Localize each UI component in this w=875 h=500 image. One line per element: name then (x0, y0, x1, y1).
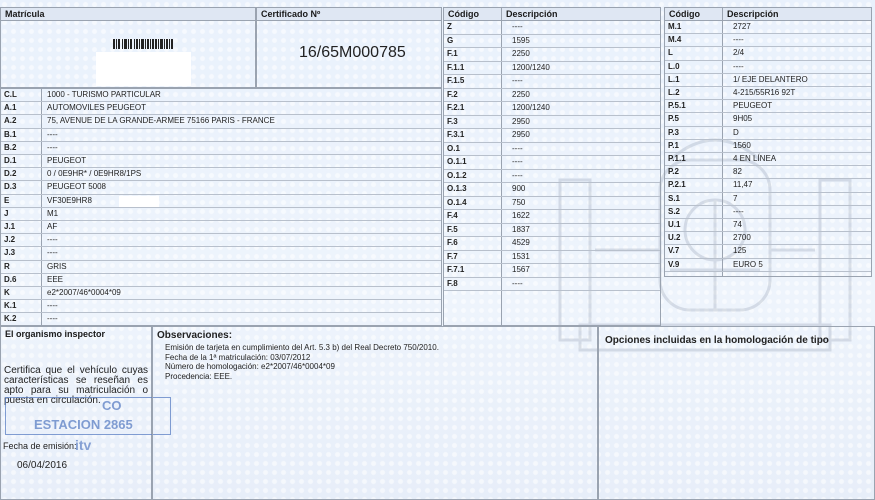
field-value: EEE (47, 274, 64, 284)
field-code: U.2 (668, 233, 681, 243)
table-row (1, 274, 441, 287)
stamp-itv: itv (75, 437, 92, 453)
opciones-box (598, 326, 875, 500)
field-value: 0 / 0E9HR* / 0E9HR8/1PS (47, 169, 142, 179)
table-row (1, 89, 441, 102)
field-code: L.0 (668, 61, 680, 71)
table-row (1, 234, 441, 247)
field-code: F.8 (447, 278, 458, 288)
field-code: F.5 (447, 224, 458, 234)
table-row (444, 143, 660, 157)
table-row (665, 100, 871, 113)
table-row (1, 181, 441, 194)
table-row (444, 197, 660, 211)
table-row (444, 278, 660, 292)
field-value: 1531 (512, 251, 530, 261)
field-value: 75, AVENUE DE LA GRANDE-ARMEE 75166 PARIS - FRANCE (47, 116, 275, 126)
field-value: PEUGEOT 5008 (47, 182, 106, 192)
table-row (1, 155, 441, 168)
field-value: e2*2007/46*0004*09 (47, 288, 121, 297)
table-row (1, 115, 441, 128)
field-code: D.6 (4, 274, 17, 284)
field-value: ---- (47, 248, 58, 258)
codigo-label: Código (448, 9, 479, 19)
table-row (444, 48, 660, 62)
field-code: L (668, 48, 673, 58)
field-code: U.1 (668, 220, 681, 229)
field-code: E (4, 195, 10, 205)
field-code: F.2.1 (447, 103, 465, 112)
field-code: A.1 (4, 103, 17, 113)
field-value: 750 (512, 197, 526, 207)
descripcion-label-right: Descripción (727, 9, 779, 19)
right-header-row (665, 8, 871, 21)
table-row (444, 21, 660, 35)
field-value: 1/ EJE DELANTERO (733, 74, 808, 84)
field-value: 1837 (512, 224, 530, 234)
field-code: A.2 (4, 116, 17, 126)
field-code: K.1 (4, 301, 17, 311)
field-value: ---- (733, 35, 744, 45)
observacion-line: Emisión de tarjeta en cumplimiento del Art. 5.3 b) del Real Decreto 750/2010. (165, 343, 439, 352)
field-code: M.1 (668, 22, 682, 31)
certificado-box (256, 7, 442, 88)
field-value: 125 (733, 246, 747, 256)
field-code: F.2 (447, 89, 458, 99)
stamp-station: ESTACION 2865 (34, 417, 133, 432)
table-row (1, 221, 441, 234)
field-code: J.3 (4, 248, 16, 258)
field-value: PEUGEOT (47, 156, 87, 165)
field-code: K (4, 288, 10, 297)
table-row (1, 287, 441, 300)
field-code: O.1.1 (447, 157, 467, 166)
field-code: G (447, 35, 454, 45)
field-value: 2950 (512, 116, 530, 126)
inspector-box (0, 326, 152, 500)
barcode (113, 39, 173, 49)
field-value: AUTOMOVILES PEUGEOT (47, 103, 146, 113)
middle-header-row (444, 8, 660, 21)
field-code: F.4 (447, 211, 458, 220)
field-code: O.1.4 (447, 197, 467, 207)
field-code: P.5 (668, 114, 679, 124)
field-value: 7 (733, 193, 738, 203)
field-value: ---- (47, 142, 58, 152)
field-code: P.3 (668, 127, 679, 137)
field-value: ---- (733, 206, 744, 216)
field-value: 1000 - TURISMO PARTICULAR (47, 90, 161, 99)
fecha-emision-label: Fecha de emisión: (3, 441, 77, 451)
field-value: 4-215/55R16 92T (733, 88, 796, 97)
table-row (1, 129, 441, 142)
table-row (665, 74, 871, 87)
observaciones-label: Observaciones: (157, 330, 233, 341)
middle-data-table (443, 7, 661, 326)
table-row (1, 247, 441, 260)
table-row (665, 61, 871, 74)
table-row (444, 75, 660, 89)
field-code: Z (447, 22, 452, 31)
field-value: 11,47 (733, 180, 753, 190)
table-row (444, 129, 660, 143)
field-value: PEUGEOT (733, 101, 773, 111)
field-code: C.L (4, 90, 17, 99)
field-code: P.5.1 (668, 101, 686, 111)
field-value: 1560 (733, 140, 751, 150)
table-row (665, 193, 871, 206)
field-value: 4 EN LÍNEA (733, 154, 777, 163)
table-row (444, 116, 660, 130)
codigo-label-right: Código (669, 9, 700, 19)
table-row (444, 237, 660, 251)
field-code: M.4 (668, 35, 682, 45)
field-value: GRIS (47, 261, 67, 271)
field-value: VF30E9HR8 (47, 195, 92, 205)
field-code: O.1.3 (447, 184, 467, 193)
field-value: 4529 (512, 238, 530, 247)
table-row (1, 300, 441, 313)
field-value: 1595 (512, 35, 530, 45)
field-value: 9H05 (733, 114, 753, 124)
field-code: K.2 (4, 314, 17, 324)
matricula-box (0, 7, 256, 88)
field-value: ---- (512, 157, 523, 166)
field-code: J.2 (4, 235, 16, 245)
field-code: D.2 (4, 169, 17, 179)
field-value: 900 (512, 184, 526, 193)
table-row (444, 62, 660, 76)
table-row (444, 183, 660, 197)
table-row (665, 259, 871, 272)
field-code: V.7 (668, 246, 680, 256)
field-value: ---- (512, 278, 523, 288)
table-row (665, 206, 871, 219)
field-code: P.1.1 (668, 154, 686, 163)
field-value: ---- (512, 170, 523, 180)
field-code: L.2 (668, 88, 680, 97)
observacion-line: Procedencia: EEE. (165, 371, 233, 381)
field-code: P.2 (668, 167, 679, 177)
table-row (444, 224, 660, 238)
descripcion-label: Descripción (506, 9, 558, 19)
table-row (665, 232, 871, 245)
field-value: D (733, 127, 739, 137)
field-value: 1200/1240 (512, 103, 550, 112)
table-row (665, 219, 871, 232)
field-code: O.1.2 (447, 170, 467, 180)
certificado-number: 16/65M000785 (299, 44, 406, 61)
field-value: 2/4 (733, 48, 745, 58)
field-code: F.7 (447, 251, 458, 261)
field-code: F.1.1 (447, 62, 465, 72)
left-data-table (0, 88, 442, 326)
table-row (665, 245, 871, 258)
certificado-label: Certificado Nº (257, 8, 441, 21)
field-value: 2950 (512, 130, 530, 139)
field-value: EURO 5 (733, 259, 763, 269)
field-code: B.2 (4, 142, 17, 152)
field-code: J.1 (4, 222, 16, 231)
field-value: ---- (512, 22, 523, 31)
field-value: M1 (47, 208, 59, 218)
table-row (665, 140, 871, 153)
stamp-brand: CO (102, 398, 122, 413)
field-value: ---- (512, 143, 523, 153)
field-code: F.1.5 (447, 76, 465, 85)
field-value: 1567 (512, 265, 530, 274)
table-row (1, 313, 441, 326)
table-row (665, 127, 871, 140)
field-value: ---- (733, 61, 744, 71)
inspector-certification-text: Certifica que el vehículo cuyas características se reseñan es apto para su matriculación o puesta en circulación. (4, 365, 148, 406)
opciones-label: Opciones incluidas en la homologación de tipo (605, 335, 829, 346)
field-code: P.2.1 (668, 180, 686, 190)
observacion-line: Número de homologación: e2*2007/46*0004*09 (165, 362, 335, 371)
table-row (444, 89, 660, 103)
field-code: F.3 (447, 116, 458, 126)
field-code: O.1 (447, 143, 460, 153)
table-row (444, 156, 660, 170)
table-row (665, 179, 871, 192)
table-row (665, 166, 871, 179)
table-row (1, 142, 441, 155)
field-code: F.1 (447, 49, 458, 58)
table-row (444, 210, 660, 224)
field-code: J (4, 208, 9, 218)
field-value: 2250 (512, 49, 530, 58)
table-row (444, 251, 660, 265)
table-row (665, 153, 871, 166)
inspection-stamp (5, 397, 171, 435)
field-value: ---- (47, 301, 58, 311)
table-row (1, 102, 441, 115)
table-row (665, 21, 871, 34)
table-row (665, 113, 871, 126)
field-value: 82 (733, 167, 742, 177)
observacion-line: Fecha de la 1ª matriculación: 03/07/2012 (165, 352, 311, 362)
redacted-vin (119, 196, 159, 207)
field-value: 2700 (733, 233, 751, 243)
field-code: F.6 (447, 238, 458, 247)
table-row (1, 168, 441, 181)
matricula-label: Matrícula (1, 8, 255, 21)
table-row (444, 35, 660, 49)
field-code: V.9 (668, 259, 680, 269)
field-code: B.1 (4, 129, 17, 139)
field-value: 2727 (733, 22, 751, 31)
field-value: ---- (47, 235, 58, 245)
field-value: 74 (733, 220, 742, 229)
observaciones-box (152, 326, 598, 500)
field-code: D.3 (4, 182, 17, 192)
field-code: S.1 (668, 193, 681, 203)
table-row (1, 208, 441, 221)
field-value: AF (47, 222, 58, 231)
fecha-emision-value: 06/04/2016 (17, 460, 68, 471)
field-code: S.2 (668, 206, 681, 216)
field-value: ---- (47, 129, 58, 139)
table-row (665, 34, 871, 47)
table-row (444, 170, 660, 184)
table-row (444, 264, 660, 278)
table-row (665, 47, 871, 60)
inspector-label: El organismo inspector (5, 329, 106, 339)
right-data-table (664, 7, 872, 277)
table-row (444, 102, 660, 116)
field-code: P.1 (668, 140, 679, 150)
field-value: ---- (512, 76, 523, 85)
redacted-area (96, 52, 191, 86)
field-code: F.3.1 (447, 130, 465, 139)
table-row (1, 195, 441, 208)
field-value: 2250 (512, 89, 530, 99)
field-value: ---- (47, 314, 58, 324)
field-code: L.1 (668, 74, 680, 84)
field-value: 1200/1240 (512, 62, 550, 72)
field-code: F.7.1 (447, 265, 465, 274)
table-row (665, 87, 871, 100)
field-value: 1622 (512, 211, 530, 220)
table-row (1, 261, 441, 274)
field-code: R (4, 261, 10, 271)
field-code: D.1 (4, 156, 17, 165)
